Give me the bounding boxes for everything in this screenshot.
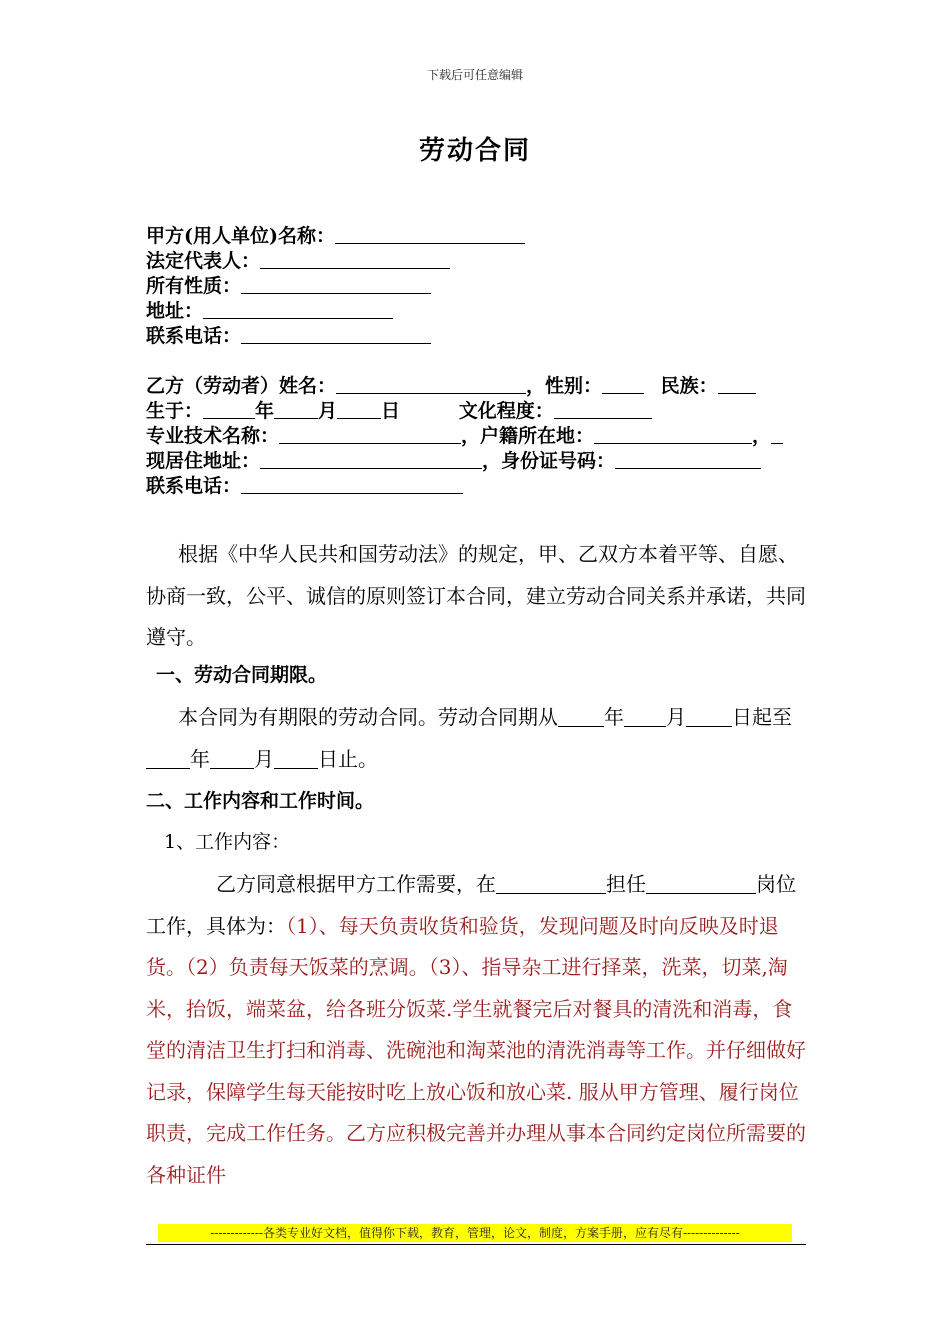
- party-b-gender-label: ，性别：: [526, 375, 603, 397]
- party-a-rep-row: [146, 249, 826, 274]
- duty-text-a: 乙方同意根据甲方工作需要，在: [216, 872, 496, 896]
- party-b-month-label: 月: [318, 400, 338, 422]
- party-b-born-label: 生于：: [146, 400, 204, 422]
- party-b-month-blank[interactable]: [274, 400, 318, 419]
- party-b-year-label: 年: [255, 400, 275, 422]
- term-end-day-blank[interactable]: [274, 748, 318, 769]
- party-a-nature-label: 所有性质：: [146, 275, 242, 297]
- party-b-ethnicity-blank[interactable]: [718, 375, 756, 394]
- party-a-phone-label: 联系电话：: [146, 325, 242, 347]
- party-b-hukou-tail-blank: [771, 425, 783, 444]
- party-b-tech-label: 专业技术名称：: [146, 425, 280, 447]
- party-b-ethnicity-label: 民族：: [660, 375, 718, 397]
- party-a-address-row: [146, 299, 826, 324]
- term-year2-label: 年: [190, 746, 210, 771]
- party-b-name-row: [146, 374, 826, 399]
- intro-paragraph: 根据《中华人民共和国劳动法》的规定，甲、乙双方本着平等、自愿、协商一致，公平、诚信的原则签订本合同，建立劳动合同关系并承诺，共同遵守。: [146, 542, 806, 649]
- section-2-sub1: 1、工作内容：: [164, 831, 291, 853]
- party-b-name-label: 乙方（劳动者）姓名：: [146, 375, 337, 397]
- party-a-address-blank[interactable]: [203, 300, 393, 319]
- term-month-label: 月: [666, 705, 686, 729]
- work-location-blank[interactable]: [496, 873, 606, 894]
- party-a-nature-blank[interactable]: [241, 275, 431, 294]
- term-start-year-blank[interactable]: [558, 706, 604, 727]
- party-b-birth-row: [146, 399, 826, 424]
- party-b-phone-label: 联系电话：: [146, 475, 242, 497]
- party-b-name-blank[interactable]: [336, 375, 526, 394]
- party-b-id-label: ，身份证号码：: [482, 450, 616, 472]
- term-year-label: 年: [604, 705, 624, 729]
- party-a-fields: [146, 224, 826, 349]
- party-a-name-blank[interactable]: [335, 225, 525, 244]
- term-month2-label: 月: [254, 746, 274, 771]
- duty-text-c: 岗位工作，具体为：: [146, 872, 796, 938]
- party-b-fields: [146, 374, 826, 499]
- duty-details: （1）、每天负责收货和验货，发现问题及时向反映及时退货。（2）负责每天饭菜的烹调。（3）、指导杂工进行择菜，洗菜，切菜,淘米，抬饭，端菜盆，给各班分饭菜.学生就餐完后对餐具的清洗和消毒，食堂的清洁卫生打扫和消毒、洗碗池和淘菜池的清洗消毒等工作。并仔细做好记录，保障学生每天能按时吃上放心饭和放心菜. 服从甲方管理、履行岗位职责，完成工作任务。乙方应积极完善并办理从事本合同约定岗位所需要的各种证件: [146, 913, 806, 1187]
- party-a-name-row: [146, 224, 826, 249]
- party-b-residence-row: [146, 449, 826, 474]
- term-day-end-label: 日止。: [318, 746, 378, 771]
- page-title: 劳动合同: [418, 136, 531, 166]
- term-end-month-blank[interactable]: [210, 748, 254, 769]
- party-b-residence-label: 现居住地址：: [146, 450, 261, 472]
- section-1-paragraph: [146, 697, 808, 780]
- term-end-year-blank[interactable]: [146, 748, 190, 769]
- header-note: 下载后可任意编辑: [426, 68, 523, 82]
- duty-text-b: 担任: [606, 872, 646, 896]
- party-a-phone-blank[interactable]: [241, 325, 431, 344]
- section-1-heading: 一、劳动合同期限。: [156, 664, 328, 686]
- party-b-residence-blank[interactable]: [260, 450, 482, 469]
- party-a-address-label: 地址：: [146, 300, 204, 322]
- party-b-tech-row: [146, 424, 826, 449]
- term-start-month-blank[interactable]: [624, 706, 666, 727]
- footer-rule: [146, 1244, 806, 1245]
- term-text-start: 本合同为有期限的劳动合同。劳动合同期从: [178, 705, 558, 729]
- term-day-from-label: 日起至: [732, 705, 792, 729]
- party-b-year-blank[interactable]: [203, 400, 255, 419]
- footer-banner: -------------各类专业好文档，值得你下载，教育，管理，论文，制度，方案手册，应有尽有--------------: [158, 1224, 792, 1242]
- party-b-phone-blank[interactable]: [241, 475, 463, 494]
- party-a-rep-label: 法定代表人：: [146, 250, 261, 272]
- party-a-phone-row: [146, 324, 826, 349]
- party-b-day-label: 日: [381, 400, 401, 422]
- party-a-rep-blank[interactable]: [260, 250, 450, 269]
- party-b-tech-blank[interactable]: [279, 425, 461, 444]
- party-b-id-blank[interactable]: [615, 450, 761, 469]
- party-b-hukou-blank[interactable]: [594, 425, 752, 444]
- party-b-phone-row: [146, 474, 826, 499]
- term-start-day-blank[interactable]: [686, 706, 732, 727]
- party-a-nature-row: [146, 274, 826, 299]
- party-b-hukou-comma: ，: [752, 425, 772, 447]
- party-b-day-blank[interactable]: [337, 400, 381, 419]
- work-position-blank[interactable]: [646, 873, 756, 894]
- party-b-education-label: 文化程度：: [458, 400, 554, 422]
- section-2-heading: 二、工作内容和工作时间。: [146, 790, 375, 812]
- party-a-name-label: 甲方(用人单位)名称：: [146, 225, 335, 247]
- party-b-education-blank[interactable]: [554, 400, 652, 419]
- section-2-paragraph: [146, 864, 808, 1196]
- party-b-hukou-label: ，户籍所在地：: [461, 425, 595, 447]
- party-b-gender-blank[interactable]: [602, 375, 644, 394]
